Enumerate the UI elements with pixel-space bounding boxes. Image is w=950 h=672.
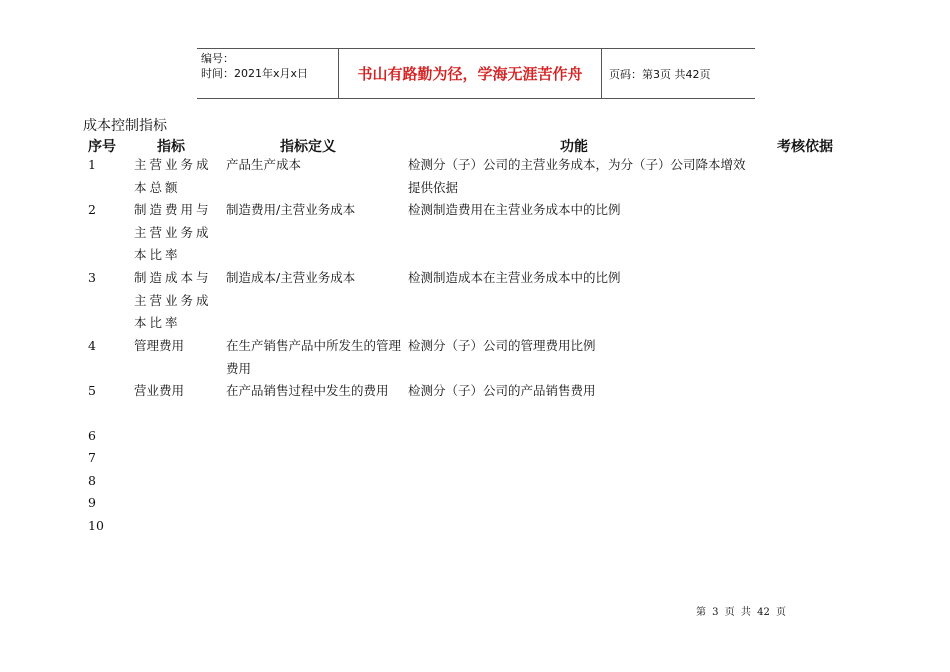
row-number: 4 — [88, 338, 96, 353]
row-number: 6 — [88, 428, 96, 443]
row-number: 5 — [88, 383, 96, 398]
column-header-indicator: 指标 — [157, 139, 185, 155]
motto: 书山有路勤为径，学海无涯苦作舟 — [339, 49, 602, 98]
row-indicator: 制造费用与主营业务成本比率 — [134, 202, 212, 262]
row-function: 检测分（子）公司的产品销售费用 — [408, 383, 596, 398]
row-definition: 在生产销售产品中所发生的管理费用 — [226, 338, 402, 376]
section-title: 成本控制指标 — [83, 118, 167, 134]
row-function: 检测分（子）公司的主营业务成本，为分（子）公司降本增效提供依据 — [408, 157, 746, 195]
row-number: 9 — [88, 495, 96, 510]
row-definition: 在产品销售过程中发生的费用 — [226, 383, 389, 398]
row-definition: 产品生产成本 — [226, 157, 302, 172]
row-indicator: 营业费用 — [134, 383, 185, 398]
row-indicator: 管理费用 — [134, 338, 185, 353]
row-definition: 制造成本/主营业务成本 — [226, 270, 356, 285]
column-header-no: 序号 — [88, 139, 116, 155]
row-number: 3 — [88, 270, 96, 285]
column-header-function: 功能 — [560, 139, 588, 155]
row-number: 1 — [88, 157, 96, 172]
row-function: 检测制造费用在主营业务成本中的比例 — [408, 202, 621, 217]
row-number: 8 — [88, 473, 96, 488]
page-info: 页码：第3页 共42页 — [609, 67, 711, 81]
row-function: 检测制造成本在主营业务成本中的比例 — [408, 270, 621, 285]
row-indicator: 制造成本与主营业务成本比率 — [134, 270, 212, 330]
row-number: 2 — [88, 202, 96, 217]
time-label: 时间：2021年x月x日 — [201, 67, 309, 80]
header-meta — [197, 49, 339, 98]
number-label: 编号： — [201, 52, 234, 65]
page-header — [197, 48, 755, 99]
row-number: 10 — [88, 518, 104, 533]
row-definition: 制造费用/主营业务成本 — [226, 202, 356, 217]
column-header-basis: 考核依据 — [777, 139, 833, 155]
row-number: 7 — [88, 450, 96, 465]
row-function: 检测分（子）公司的管理费用比例 — [408, 338, 596, 353]
row-indicator: 主营业务成本总额 — [134, 157, 212, 195]
column-header-definition: 指标定义 — [280, 139, 336, 155]
page-footer: 第 3 页 共 42 页 — [696, 607, 786, 618]
